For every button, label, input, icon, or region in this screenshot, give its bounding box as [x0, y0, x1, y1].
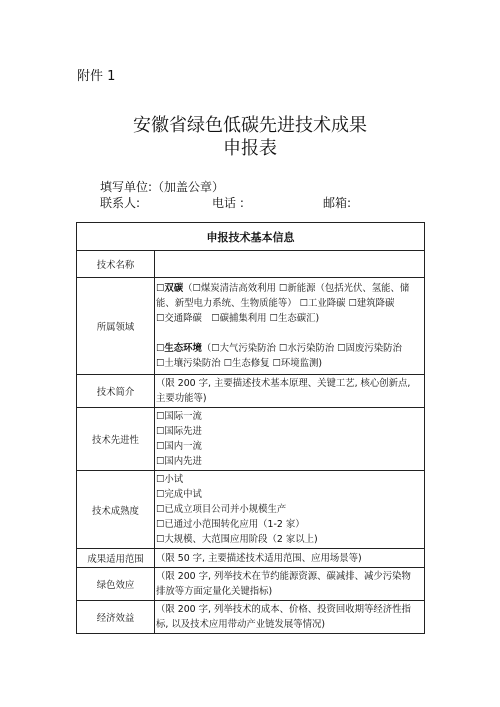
row-maturity — [77, 471, 425, 549]
intro-label: 技术简介 — [77, 375, 155, 408]
document-subtitle: 申报表 — [223, 138, 277, 159]
economic-hint: 标, 以及技术应用带动产业链发展等情况) — [156, 619, 325, 630]
carbon-category-checkbox[interactable]: ☐双碳 — [156, 283, 184, 294]
scope-label: 成果适用范围 — [77, 549, 155, 568]
advance-checkbox-option[interactable]: ☐国内先进 — [156, 456, 202, 467]
row-scope — [77, 549, 425, 568]
eco-category-checkbox[interactable]: ☐生态环境 — [156, 343, 202, 354]
maturity-checkbox-option[interactable]: ☐小试 — [156, 474, 184, 485]
carbon-options-line[interactable]: （☐煤炭清洁高效利用 ☐新能源（包括光伏、氢能、储 — [183, 283, 410, 294]
email-label: 邮箱: — [323, 196, 352, 210]
field-label: 所属领域 — [77, 278, 155, 375]
row-advance — [77, 408, 425, 471]
advance-options — [155, 408, 425, 471]
row-economic — [77, 601, 425, 634]
application-form-table — [76, 222, 425, 634]
row-field — [77, 278, 425, 375]
eco-options-line[interactable]: （☐大气污染防治 ☐水污染防治 ☐固废污染防治 — [201, 343, 402, 354]
tech-name-label: 技术名称 — [77, 251, 155, 278]
advance-checkbox-option[interactable]: ☐国内一流 — [156, 441, 202, 452]
maturity-options — [155, 471, 425, 549]
contact-label: 联系人: — [100, 196, 141, 210]
green-hint: （限 200 字, 列举技术在节约能源资源、碳减排、减少污染物 — [156, 571, 411, 582]
eco-options-line[interactable]: ☐土壤污染防治 ☐生态修复 ☐环境监测) — [156, 358, 323, 369]
intro-hint: （限 200 字, 主要描述技术基本原理、关键工艺, 核心创新点, — [156, 378, 411, 389]
row-intro — [77, 375, 425, 408]
maturity-checkbox-option[interactable]: ☐大规模、大范围应用阶段（2 家以上) — [156, 534, 318, 545]
maturity-checkbox-option[interactable]: ☐已通过小范围转化应用（1-2 家） — [156, 519, 305, 530]
maturity-checkbox-option[interactable]: ☐完成中试 — [156, 489, 202, 500]
maturity-label: 技术成熟度 — [77, 471, 155, 549]
advance-checkbox-option[interactable]: ☐国际一流 — [156, 411, 202, 422]
tech-name-field[interactable] — [155, 251, 425, 278]
annex-label: 附件 1 — [77, 69, 116, 84]
intro-hint: 主要功能等) — [156, 393, 207, 404]
green-field[interactable] — [155, 568, 425, 601]
table-header-row — [77, 223, 425, 251]
maturity-checkbox-option[interactable]: ☐已成立项目公司并小规模生产 — [156, 504, 287, 515]
green-hint: 排放等方面定量化关键指标) — [156, 586, 273, 597]
document-title: 安徽省绿色低碳先进技术成果 — [133, 115, 367, 136]
economic-hint: （限 200 字, 列举技术的成本、价格、投资回收期等经济性指 — [156, 604, 411, 615]
advance-label: 技术先进性 — [77, 408, 155, 471]
carbon-options-line[interactable]: ☐交通降碳 ☐碳捕集利用 ☐生态碳汇) — [156, 313, 320, 324]
row-tech-name — [77, 251, 425, 278]
advance-checkbox-option[interactable]: ☐国际先进 — [156, 426, 202, 437]
fill-unit-label: 填写单位:（加盖公章） — [100, 180, 225, 194]
field-options — [155, 278, 425, 375]
table-header: 申报技术基本信息 — [77, 223, 425, 251]
scope-field[interactable] — [155, 549, 425, 568]
green-label: 绿色效应 — [77, 568, 155, 601]
carbon-options-line[interactable]: 能、新型电力系统、生物质能等） ☐工业降碳 ☐建筑降碳 — [156, 298, 395, 309]
economic-label: 经济效益 — [77, 601, 155, 634]
intro-field[interactable] — [155, 375, 425, 408]
scope-hint: （限 50 字, 主要描述技术适用范围、应用场景等) — [156, 552, 362, 564]
economic-field[interactable] — [155, 601, 425, 634]
phone-label: 电话 : — [212, 196, 244, 210]
row-green — [77, 568, 425, 601]
